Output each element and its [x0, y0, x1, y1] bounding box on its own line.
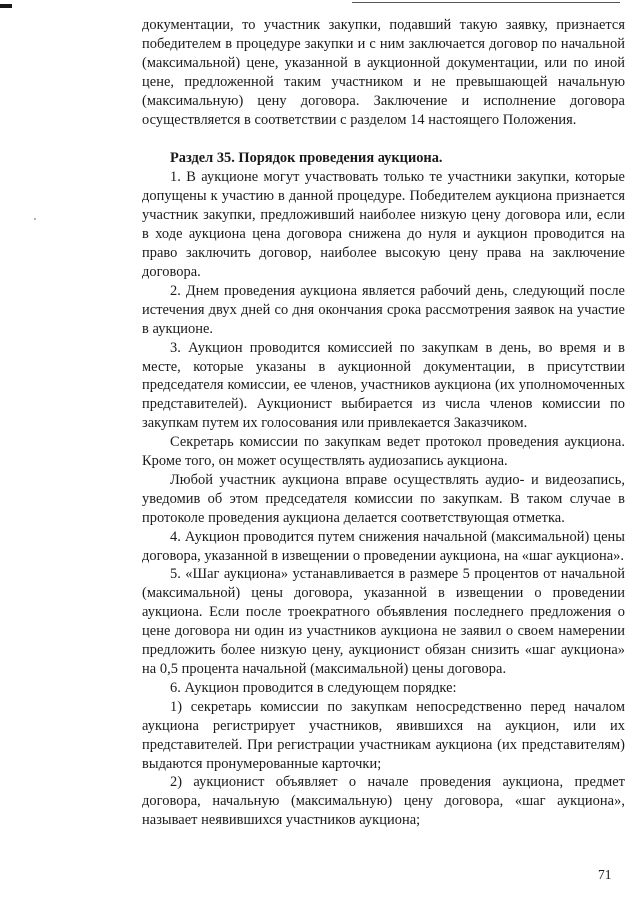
scan-mark	[0, 4, 12, 8]
paragraph-6-item-1: 1) секретарь комиссии по закупкам непосредственно перед началом аукциона регистрирует участников, явившихся на аукцион, или их представителей. При регистрации участникам аукциона (их представителям) выдаются пронумерованные карточки;	[142, 698, 625, 772]
paragraph-1: 1. В аукционе могут участвовать только те участники закупки, которые допущены к участию в данной процедуре. Победителем аукциона признается участник закупки, предложивший наиболее низкую цену договора или, если в ходе аукциона цена договора снижена до нуля и аукцион проводится на право заключить договор, наиболее высокую цену права на заключение договора.	[142, 169, 625, 280]
page-number: 71	[598, 867, 612, 882]
document-body	[142, 16, 625, 830]
paragraph-2: 2. Днем проведения аукциона является рабочий день, следующий после истечения двух дней со дня окончания срока рассмотрения заявок на участие в аукционе.	[142, 282, 625, 337]
paragraph-3-secretary: Секретарь комиссии по закупкам ведет протокол проведения аукциона. Кроме того, он может осуществлять аудиозапись аукциона.	[142, 434, 625, 470]
paragraph-continuation: документации, то участник закупки, подавший такую заявку, признается победителем в процедуре закупки и с ним заключается договор по начальной (максимальной) цене, указанной в аукционной документации, или по иной цене, предложенной таким участником и не превышающей начальную (максимальную) цену договора. Заключение и исполнение договора осуществляется в соответствии с разделом 14 настоящего Положения.	[142, 17, 625, 128]
paragraph-4: 4. Аукцион проводится путем снижения начальной (максимальной) цены договора, указанной в извещении о проведении аукциона, на «шаг аукциона».	[142, 528, 625, 564]
top-rule	[352, 2, 620, 3]
paragraph-3: 3. Аукцион проводится комиссией по закупкам в день, во время и в месте, которые указаны в аукционной документации, в присутствии председателя комиссии, ее членов, участников аукциона (их уполномоченных представителей). Аукционист выбирается из числа членов комиссии по закупкам путем их голосования или привлекается Заказчиком.	[142, 339, 625, 432]
paragraph-6-item-2: 2) аукционист объявляет о начале проведения аукциона, предмет договора, начальную (максимальную) цену договора, «шаг аукциона», называет неявившихся участников аукциона;	[142, 774, 625, 829]
paragraph-6: 6. Аукцион проводится в следующем порядке:	[170, 679, 457, 696]
section-heading: Раздел 35. Порядок проведения аукциона.	[170, 150, 443, 167]
scan-speck	[34, 218, 36, 220]
paragraph-3-recording: Любой участник аукциона вправе осуществлять аудио- и видеозапись, уведомив об этом председателя комиссии по закупкам. В таком случае в протоколе проведения аукциона делается соответствующая отметка.	[142, 471, 625, 526]
paragraph-5: 5. «Шаг аукциона» устанавливается в размере 5 процентов от начальной (максимальной) цены договора, указанной в извещении о проведении аукциона. Если после троекратного объявления последнего предложения о цене договора ни один из участников аукциона не заявил о своем намерении предложить более низкую цену, аукционист обязан снизить «шаг аукциона» на 0,5 процента начальной (максимальной) цены договора.	[142, 566, 625, 677]
